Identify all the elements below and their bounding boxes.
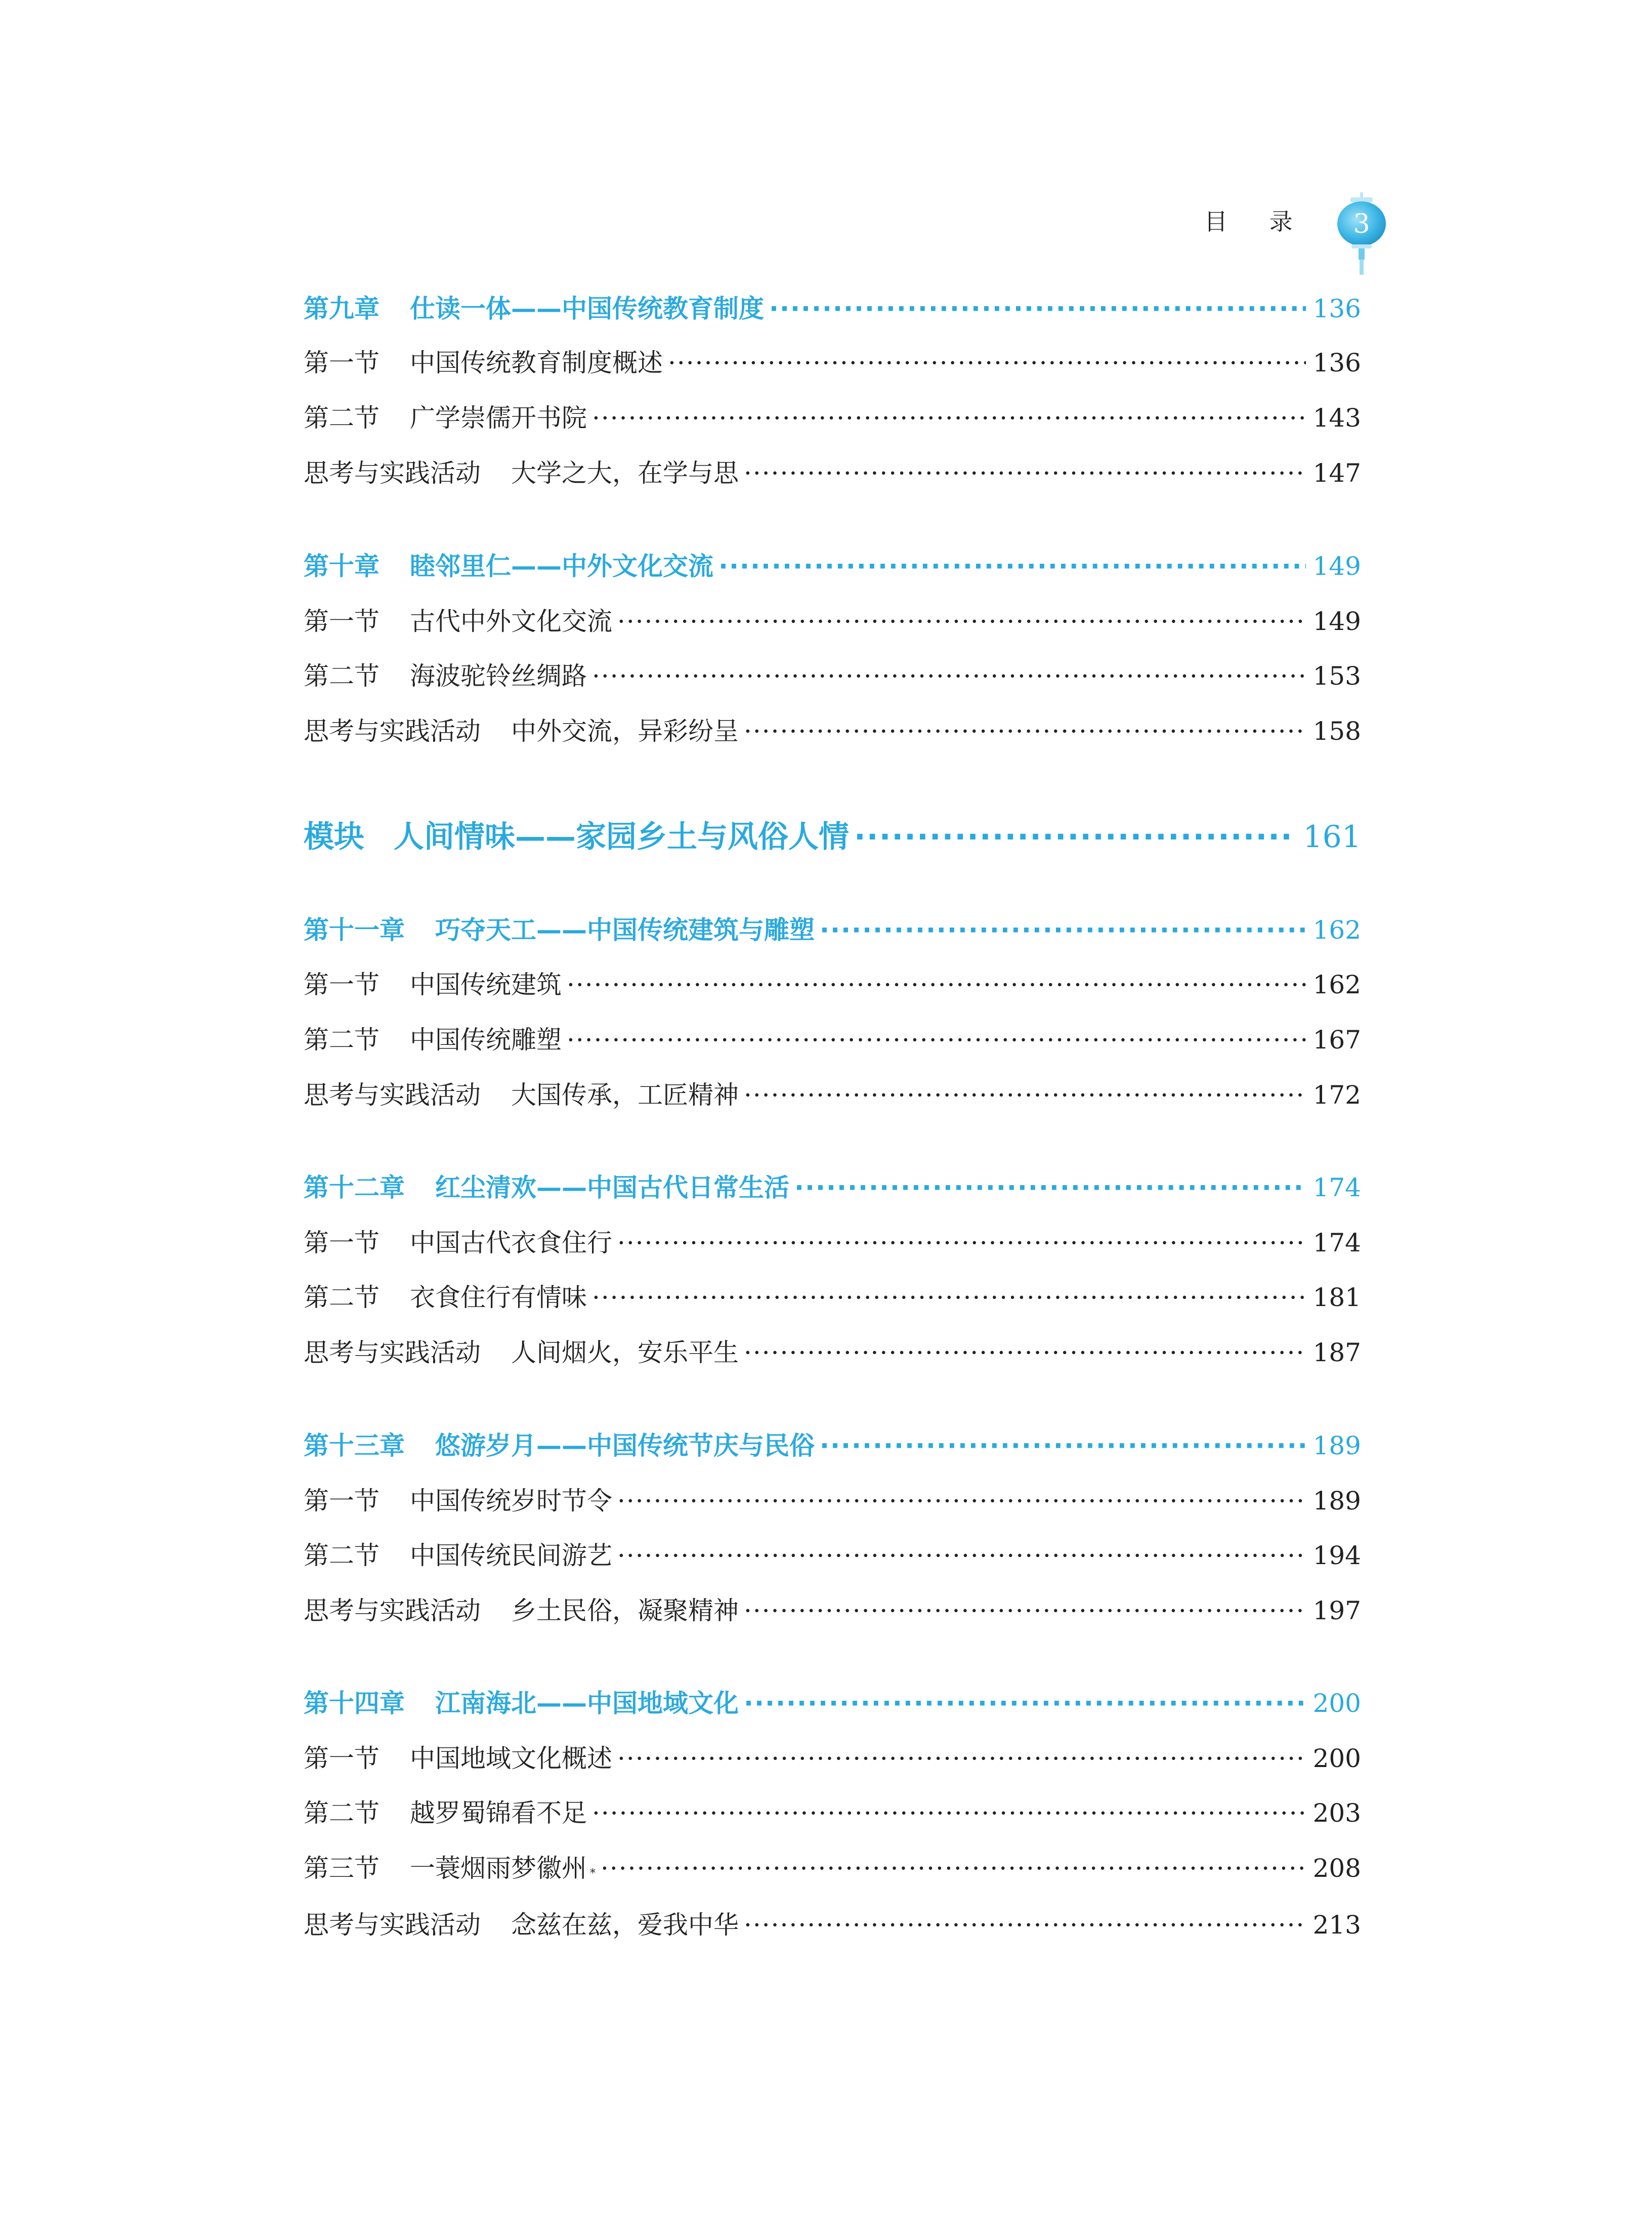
toc-label: 第十三章	[304, 1431, 405, 1460]
toc-chapter-row[interactable]	[304, 1175, 1361, 1200]
toc-entry-row[interactable]	[304, 1082, 1361, 1108]
toc-entry-row[interactable]	[304, 1800, 1361, 1826]
toc-dot-leader	[601, 1856, 1306, 1881]
toc-label: 第十一章	[304, 915, 405, 945]
toc-label: 思考与实践活动	[304, 1338, 481, 1367]
toc-dot-leader	[744, 719, 1306, 744]
toc-page-number: 136	[1312, 294, 1361, 323]
toc-label: 第十章	[304, 552, 379, 581]
toc-page-number: 143	[1312, 403, 1361, 433]
toc-chapter-row[interactable]	[304, 296, 1361, 321]
toc-title: 仕读一体——中国传统教育制度	[410, 294, 764, 323]
header-title: 目 录	[1204, 208, 1310, 235]
toc-label: 第三节	[304, 1854, 379, 1883]
toc-dot-leader	[668, 350, 1306, 375]
toc-label: 思考与实践活动	[304, 1596, 481, 1625]
toc-title: 睦邻里仁——中外文化交流	[410, 552, 713, 581]
toc-page-number: 136	[1312, 348, 1361, 377]
toc-title: 海波驼铃丝绸路	[410, 661, 587, 691]
toc-dot-leader	[744, 1340, 1306, 1365]
toc-title: 中外交流，异彩纷呈	[511, 717, 739, 746]
toc-page-number: 189	[1312, 1486, 1361, 1516]
page-header	[1204, 192, 1370, 293]
toc-title: 衣食住行有情味	[410, 1283, 587, 1312]
toc-label: 第十二章	[304, 1173, 405, 1202]
toc-page-number: 200	[1312, 1744, 1361, 1773]
toc-title: 中国传统建筑	[410, 970, 562, 999]
toc-title: 中国传统岁时节令	[410, 1486, 612, 1516]
toc-module-row[interactable]	[304, 819, 1361, 855]
toc-title: 念兹在兹，爱我中华	[511, 1910, 739, 1940]
toc-page-number: 194	[1312, 1541, 1361, 1570]
toc-entry-row[interactable]	[304, 609, 1361, 634]
toc-page-number: 213	[1312, 1910, 1361, 1940]
toc-label: 第二节	[304, 403, 379, 433]
toc-page-number: 149	[1312, 607, 1361, 636]
toc-chapter-row[interactable]	[304, 1433, 1361, 1458]
toc-label: 模块	[304, 819, 364, 855]
toc-dot-leader	[820, 1433, 1306, 1458]
toc-label: 第九章	[304, 294, 379, 323]
toc-optional-mark: *	[590, 1867, 596, 1880]
toc-title: 人间情味——家园乡土与风俗人情	[394, 819, 849, 855]
toc-entry-row[interactable]	[304, 1340, 1361, 1365]
toc-dot-leader	[567, 1027, 1306, 1053]
toc-entry-row[interactable]	[304, 460, 1361, 486]
toc-dot-leader	[854, 822, 1296, 852]
toc-entry-row[interactable]	[304, 1912, 1361, 1938]
toc-page-number: 174	[1312, 1228, 1361, 1257]
toc-label: 第二节	[304, 1283, 379, 1312]
toc-dot-leader	[617, 609, 1306, 634]
toc-page-number: 167	[1312, 1025, 1361, 1055]
toc-title: 乡土民俗，凝聚精神	[511, 1596, 739, 1625]
toc-title: 巧夺天工——中国传统建筑与雕塑	[435, 915, 815, 945]
toc-label: 思考与实践活动	[304, 717, 481, 746]
toc-entry-row[interactable]	[304, 350, 1361, 375]
toc-page-number: 208	[1312, 1854, 1361, 1883]
toc-dot-leader	[592, 663, 1306, 689]
toc-entry-row[interactable]	[304, 1230, 1361, 1255]
toc-chapter-row[interactable]	[304, 554, 1361, 579]
toc-page-number: 174	[1312, 1173, 1361, 1202]
toc-title: 大国传承，工匠精神	[511, 1080, 739, 1110]
toc-title: 中国传统民间游艺	[410, 1541, 612, 1570]
toc-dot-leader	[744, 1691, 1306, 1716]
toc-entry-row[interactable]	[304, 663, 1361, 689]
toc-label: 第一节	[304, 1228, 379, 1257]
toc-entry-row[interactable]	[304, 1598, 1361, 1623]
toc-title: 红尘清欢——中国古代日常生活	[435, 1173, 789, 1202]
toc-entry-row[interactable]	[304, 719, 1361, 744]
toc-page-number: 181	[1312, 1283, 1361, 1312]
toc-title: 人间烟火，安乐平生	[511, 1338, 739, 1367]
toc-page-number: 161	[1303, 819, 1361, 855]
toc-dot-leader	[617, 1488, 1306, 1514]
toc-dot-leader	[617, 1543, 1306, 1568]
toc-dot-leader	[617, 1230, 1306, 1255]
toc-dot-leader	[744, 1598, 1306, 1623]
toc-entry-row[interactable]	[304, 1543, 1361, 1568]
toc-dot-leader	[744, 1082, 1306, 1108]
toc-entry-row[interactable]	[304, 1027, 1361, 1053]
toc-page-number: 162	[1312, 970, 1361, 999]
toc-title: 中国传统雕塑	[410, 1025, 562, 1055]
toc-page-number: 189	[1312, 1431, 1361, 1460]
toc-title: 广学崇儒开书院	[410, 403, 587, 433]
toc-title: 中国地域文化概述	[410, 1744, 612, 1773]
toc-page-number: 197	[1312, 1596, 1361, 1625]
toc-title: 大学之大，在学与思	[511, 458, 739, 488]
toc-page-number: 153	[1312, 661, 1361, 691]
toc-dot-leader	[769, 296, 1306, 321]
toc-dot-leader	[617, 1746, 1306, 1771]
toc-label: 第一节	[304, 1486, 379, 1516]
toc-chapter-row[interactable]	[304, 1691, 1361, 1716]
toc-entry-row[interactable]	[304, 1746, 1361, 1771]
toc-page-number: 162	[1312, 915, 1361, 945]
toc-label: 第一节	[304, 607, 379, 636]
toc-entry-row[interactable]	[304, 1856, 1361, 1881]
toc-entry-row[interactable]	[304, 1488, 1361, 1514]
toc-page-number: 158	[1312, 717, 1361, 746]
toc-title: 中国古代衣食住行	[410, 1228, 612, 1257]
toc-label: 第二节	[304, 1025, 379, 1055]
toc-dot-leader	[744, 1912, 1306, 1938]
toc-label: 第一节	[304, 970, 379, 999]
toc-chapter-row[interactable]	[304, 917, 1361, 943]
toc-dot-leader	[567, 972, 1306, 997]
toc-page-number: 200	[1312, 1689, 1361, 1718]
toc-dot-leader	[592, 405, 1306, 431]
toc-page-number: 147	[1312, 458, 1361, 488]
lantern-page-badge	[1308, 192, 1439, 293]
toc-page-number: 187	[1312, 1338, 1361, 1367]
toc-dot-leader	[592, 1800, 1306, 1826]
toc-title: 中国传统教育制度概述	[410, 348, 663, 377]
toc-label: 第二节	[304, 1541, 379, 1570]
toc-title: 悠游岁月——中国传统节庆与民俗	[435, 1431, 815, 1460]
toc-label: 第一节	[304, 348, 379, 377]
toc-label: 第二节	[304, 661, 379, 691]
toc-label: 第一节	[304, 1744, 379, 1773]
toc-entry-row[interactable]	[304, 972, 1361, 997]
toc-dot-leader	[592, 1285, 1306, 1310]
toc-title: 一蓑烟雨梦徽州	[410, 1854, 587, 1883]
toc-dot-leader	[744, 460, 1306, 486]
toc-dot-leader	[794, 1175, 1306, 1200]
page-number: 3	[1353, 209, 1370, 239]
toc-page-number: 172	[1312, 1080, 1361, 1110]
toc-entry-row[interactable]	[304, 1285, 1361, 1310]
toc-dot-leader	[820, 917, 1306, 943]
toc-label: 思考与实践活动	[304, 1910, 481, 1940]
toc-dot-leader	[718, 554, 1306, 579]
toc-page-number: 203	[1312, 1798, 1361, 1828]
toc-title: 越罗蜀锦看不足	[410, 1798, 587, 1828]
toc-label: 第二节	[304, 1798, 379, 1828]
toc-label: 思考与实践活动	[304, 458, 481, 488]
toc-label: 第十四章	[304, 1689, 405, 1718]
toc-page-number: 149	[1312, 552, 1361, 581]
toc-title: 古代中外文化交流	[410, 607, 612, 636]
toc-label: 思考与实践活动	[304, 1080, 481, 1110]
toc-title: 江南海北——中国地域文化	[435, 1689, 739, 1718]
toc-entry-row[interactable]	[304, 405, 1361, 431]
